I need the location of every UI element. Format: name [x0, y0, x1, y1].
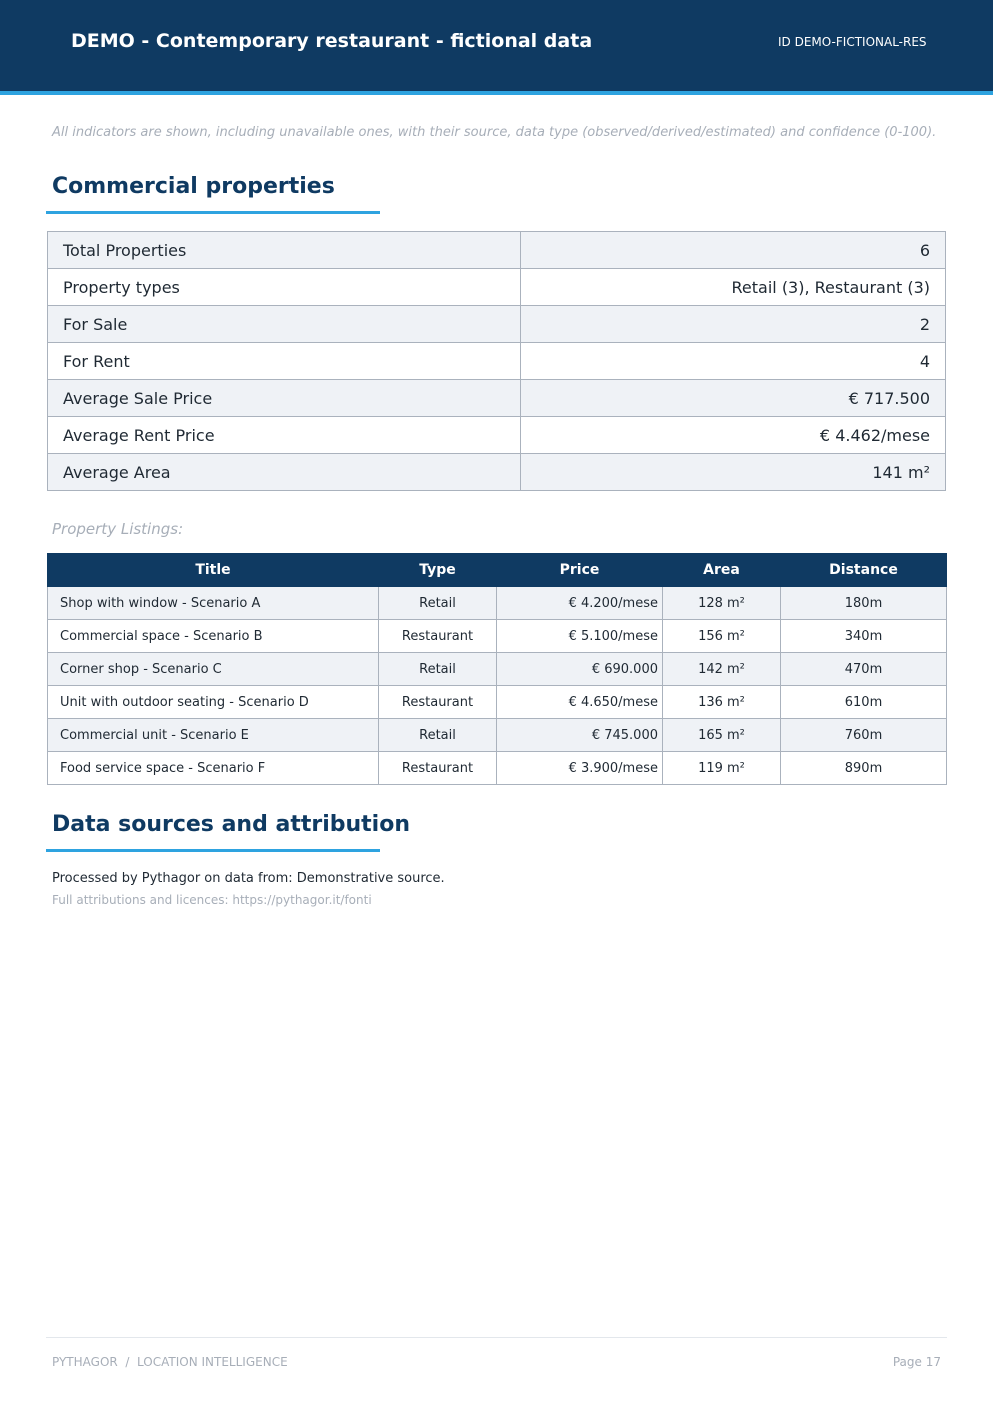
summary-row — [48, 306, 946, 343]
listings-table — [47, 553, 947, 785]
summary-label: For Rent — [48, 343, 521, 380]
cell-type: Retail — [379, 653, 497, 686]
cell-price: € 4.650/mese — [497, 686, 663, 719]
summary-value: € 717.500 — [521, 380, 946, 417]
cell-price: € 3.900/mese — [497, 752, 663, 785]
listings-label: Property Listings: — [52, 520, 184, 538]
cell-area: 136 m² — [663, 686, 781, 719]
summary-row — [48, 454, 946, 491]
cell-title: Commercial unit - Scenario E — [48, 719, 379, 752]
summary-row — [48, 417, 946, 454]
cell-distance: 890m — [781, 752, 947, 785]
summary-table — [47, 231, 946, 491]
section-rule — [46, 211, 380, 214]
cell-area: 119 m² — [663, 752, 781, 785]
cell-distance: 760m — [781, 719, 947, 752]
summary-label: Average Area — [48, 454, 521, 491]
summary-label: Total Properties — [48, 232, 521, 269]
report-title: DEMO - Contemporary restaurant - fictional data — [71, 30, 593, 52]
cell-price: € 745.000 — [497, 719, 663, 752]
table-row — [48, 686, 947, 719]
section-title-commercial: Commercial properties — [52, 174, 335, 199]
footer-divider — [46, 1337, 947, 1338]
summary-row — [48, 343, 946, 380]
summary-value: 6 — [521, 232, 946, 269]
cell-type: Retail — [379, 719, 497, 752]
summary-label: Property types — [48, 269, 521, 306]
cell-title: Shop with window - Scenario A — [48, 587, 379, 620]
cell-distance: 180m — [781, 587, 947, 620]
cell-type: Retail — [379, 587, 497, 620]
column-header-area: Area — [663, 554, 781, 587]
summary-value: 4 — [521, 343, 946, 380]
listings-header-row — [48, 554, 947, 587]
summary-label: Average Sale Price — [48, 380, 521, 417]
summary-row — [48, 380, 946, 417]
summary-value: 141 m² — [521, 454, 946, 491]
cell-price: € 4.200/mese — [497, 587, 663, 620]
cell-area: 128 m² — [663, 587, 781, 620]
cell-distance: 470m — [781, 653, 947, 686]
summary-value: € 4.462/mese — [521, 417, 946, 454]
cell-type: Restaurant — [379, 620, 497, 653]
cell-title: Commercial space - Scenario B — [48, 620, 379, 653]
table-row — [48, 752, 947, 785]
cell-title: Unit with outdoor seating - Scenario D — [48, 686, 379, 719]
column-header-title: Title — [48, 554, 379, 587]
column-header-type: Type — [379, 554, 497, 587]
summary-value: 2 — [521, 306, 946, 343]
summary-row — [48, 232, 946, 269]
sources-attribution-note: Full attributions and licences: https://pythagor.it/fonti — [52, 893, 372, 907]
summary-label: For Sale — [48, 306, 521, 343]
section-rule — [46, 849, 380, 852]
cell-distance: 610m — [781, 686, 947, 719]
table-row — [48, 719, 947, 752]
table-row — [48, 620, 947, 653]
page-header — [0, 0, 993, 95]
cell-title: Food service space - Scenario F — [48, 752, 379, 785]
footer-brand: PYTHAGOR / LOCATION INTELLIGENCE — [52, 1355, 288, 1369]
cell-area: 142 m² — [663, 653, 781, 686]
cell-area: 156 m² — [663, 620, 781, 653]
section-title-sources: Data sources and attribution — [52, 812, 410, 837]
cell-distance: 340m — [781, 620, 947, 653]
column-header-distance: Distance — [781, 554, 947, 587]
column-header-price: Price — [497, 554, 663, 587]
intro-note: All indicators are shown, including unavailable ones, with their source, data type (observed/derived/estimated) and confidence (0-100). — [52, 125, 937, 140]
summary-row — [48, 269, 946, 306]
cell-type: Restaurant — [379, 752, 497, 785]
cell-price: € 5.100/mese — [497, 620, 663, 653]
cell-price: € 690.000 — [497, 653, 663, 686]
cell-title: Corner shop - Scenario C — [48, 653, 379, 686]
table-row — [48, 653, 947, 686]
report-id: ID DEMO-FICTIONAL-RES — [778, 35, 927, 49]
summary-label: Average Rent Price — [48, 417, 521, 454]
page-number: Page 17 — [892, 1355, 941, 1369]
table-row — [48, 587, 947, 620]
sources-text: Processed by Pythagor on data from: Demonstrative source. — [52, 871, 445, 886]
cell-type: Restaurant — [379, 686, 497, 719]
cell-area: 165 m² — [663, 719, 781, 752]
summary-value: Retail (3), Restaurant (3) — [521, 269, 946, 306]
